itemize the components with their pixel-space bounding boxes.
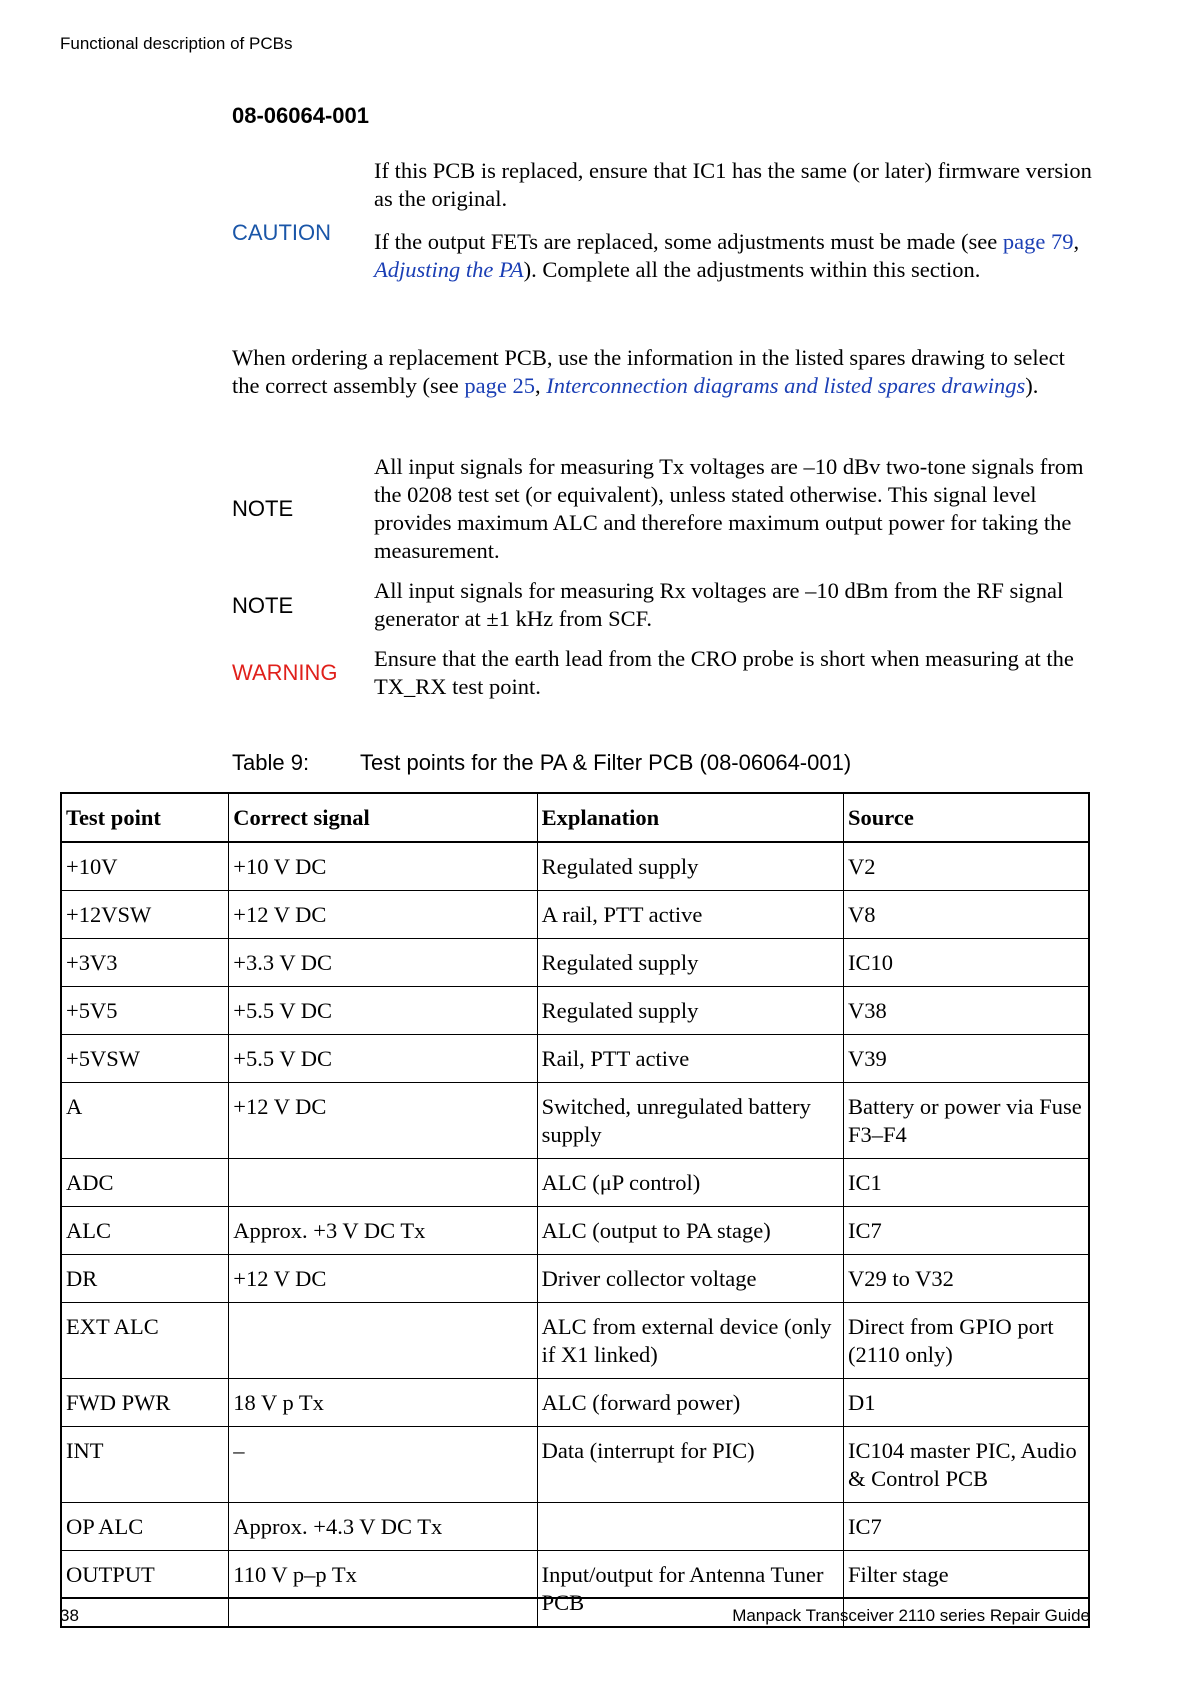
table-row xyxy=(61,939,1089,987)
ordering-paragraph xyxy=(232,344,1092,400)
table-cell: INT xyxy=(61,1427,229,1503)
test-points-table xyxy=(60,792,1090,1628)
table-caption-title: Test points for the PA & Filter PCB (08-06064-001) xyxy=(360,750,852,775)
table-cell: Driver collector voltage xyxy=(537,1255,843,1303)
table-cell: +12 V DC xyxy=(229,1255,537,1303)
table-cell: – xyxy=(229,1427,537,1503)
separator: , xyxy=(535,373,547,398)
page-25-link[interactable]: page 25 xyxy=(464,373,536,398)
table-header-row xyxy=(61,793,1089,842)
table-cell: Approx. +3 V DC Tx xyxy=(229,1207,537,1255)
interconnection-diagrams-link[interactable]: Interconnection diagrams and listed spares drawings xyxy=(546,373,1026,398)
table-row xyxy=(61,1159,1089,1207)
table-cell: Rail, PTT active xyxy=(537,1035,843,1083)
table-cell: EXT ALC xyxy=(61,1303,229,1379)
note-label-tx: NOTE xyxy=(232,496,294,521)
table-cell: Data (interrupt for PIC) xyxy=(537,1427,843,1503)
table-cell: +3.3 V DC xyxy=(229,939,537,987)
table-cell: A xyxy=(61,1083,229,1159)
table-cell: ALC xyxy=(61,1207,229,1255)
table-cell xyxy=(229,1303,537,1379)
table-cell: +5VSW xyxy=(61,1035,229,1083)
table-row xyxy=(61,891,1089,939)
note-paragraph-tx: All input signals for measuring Tx voltages are –10 dBv two-tone signals from the 0208 test set (or equivalent), unless stated otherwise. This signal level provides maximum ALC and therefore maximum output power for taking the measurement. xyxy=(374,454,1084,563)
adjusting-the-pa-link[interactable]: Adjusting the PA xyxy=(374,257,524,282)
table-cell: Regulated supply xyxy=(537,842,843,891)
table-cell: +12 V DC xyxy=(229,1083,537,1159)
table-caption-number: Table 9: xyxy=(232,750,310,775)
caution-label: CAUTION xyxy=(232,220,331,245)
table-cell: IC1 xyxy=(844,1159,1089,1207)
table-cell: Direct from GPIO port (2110 only) xyxy=(844,1303,1089,1379)
caution-paragraph-firmware: If this PCB is replaced, ensure that IC1 has the same (or later) firmware version as the original. xyxy=(374,158,1092,211)
note-paragraph-rx: All input signals for measuring Rx voltages are –10 dBm from the RF signal generator at ±1 kHz from SCF. xyxy=(374,578,1064,631)
table-cell: FWD PWR xyxy=(61,1379,229,1427)
table-row xyxy=(61,1303,1089,1379)
table-cell: IC10 xyxy=(844,939,1089,987)
table-cell: +5.5 V DC xyxy=(229,1035,537,1083)
warning-paragraph: Ensure that the earth lead from the CRO probe is short when measuring at the TX_RX test point. xyxy=(374,646,1074,699)
table-cell: V8 xyxy=(844,891,1089,939)
table-cell: V29 to V32 xyxy=(844,1255,1089,1303)
page-79-link[interactable]: page 79 xyxy=(1002,229,1074,254)
caution-paragraph-fets xyxy=(374,228,1094,284)
table-cell: ALC from external device (only if X1 linked) xyxy=(537,1303,843,1379)
table-cell: 18 V p Tx xyxy=(229,1379,537,1427)
column-header: Test point xyxy=(61,793,229,842)
table-body xyxy=(61,842,1089,1627)
table-cell: ADC xyxy=(61,1159,229,1207)
column-header: Explanation xyxy=(537,793,843,842)
table-row xyxy=(61,1379,1089,1427)
table-cell: D1 xyxy=(844,1379,1089,1427)
footer-rule xyxy=(60,1597,1090,1599)
table-cell: +10 V DC xyxy=(229,842,537,891)
note-label-rx: NOTE xyxy=(232,593,294,618)
table-cell: IC7 xyxy=(844,1207,1089,1255)
table-row xyxy=(61,1503,1089,1551)
page-number: 38 xyxy=(60,1606,79,1625)
running-header: Functional description of PCBs xyxy=(60,34,293,53)
table-cell: V39 xyxy=(844,1035,1089,1083)
table-cell: OP ALC xyxy=(61,1503,229,1551)
table-cell: DR xyxy=(61,1255,229,1303)
warning-label: WARNING xyxy=(232,660,338,685)
section-heading: 08-06064-001 xyxy=(232,103,370,128)
table-cell: Approx. +4.3 V DC Tx xyxy=(229,1503,537,1551)
table-cell: +10V xyxy=(61,842,229,891)
table-cell: A rail, PTT active xyxy=(537,891,843,939)
table-caption xyxy=(232,750,851,776)
table-row xyxy=(61,1083,1089,1159)
table-cell: Filter stage xyxy=(844,1551,1089,1628)
table-cell: IC104 master PIC, Audio & Control PCB xyxy=(844,1427,1089,1503)
table-row xyxy=(61,1035,1089,1083)
table-cell: Input/output for Antenna Tuner PCB xyxy=(537,1551,843,1628)
table-cell: Switched, unregulated battery supply xyxy=(537,1083,843,1159)
column-header: Correct signal xyxy=(229,793,537,842)
column-header: Source xyxy=(844,793,1089,842)
table-cell xyxy=(537,1503,843,1551)
table-row xyxy=(61,987,1089,1035)
ordering-text-after: ). xyxy=(1025,373,1039,398)
table-cell: +12 V DC xyxy=(229,891,537,939)
table-cell: Regulated supply xyxy=(537,939,843,987)
table-row xyxy=(61,1207,1089,1255)
table-cell: +3V3 xyxy=(61,939,229,987)
table-row xyxy=(61,842,1089,891)
table-cell: V38 xyxy=(844,987,1089,1035)
document-title: Manpack Transceiver 2110 series Repair Guide xyxy=(732,1606,1090,1625)
table-row xyxy=(61,1427,1089,1503)
table-cell: IC7 xyxy=(844,1503,1089,1551)
caution-text-before: If the output FETs are replaced, some adjustments must be made (see xyxy=(374,229,1003,254)
table-cell: 110 V p–p Tx xyxy=(229,1551,537,1628)
table-cell: +12VSW xyxy=(61,891,229,939)
table-cell: ALC (output to PA stage) xyxy=(537,1207,843,1255)
table-cell: +5.5 V DC xyxy=(229,987,537,1035)
table-cell: OUTPUT xyxy=(61,1551,229,1628)
table-cell: Battery or power via Fuse F3–F4 xyxy=(844,1083,1089,1159)
table-cell: ALC (forward power) xyxy=(537,1379,843,1427)
separator: , xyxy=(1073,229,1080,254)
table-cell: ALC (μP control) xyxy=(537,1159,843,1207)
table-cell xyxy=(229,1159,537,1207)
table-row xyxy=(61,1255,1089,1303)
caution-text-after: ). Complete all the adjustments within this section. xyxy=(523,257,981,282)
table-cell: +5V5 xyxy=(61,987,229,1035)
table-cell: Regulated supply xyxy=(537,987,843,1035)
ordering-text-before: When ordering a replacement PCB, use the information in the listed spares drawing to select the correct assembly (see xyxy=(232,345,1065,398)
table-cell: V2 xyxy=(844,842,1089,891)
